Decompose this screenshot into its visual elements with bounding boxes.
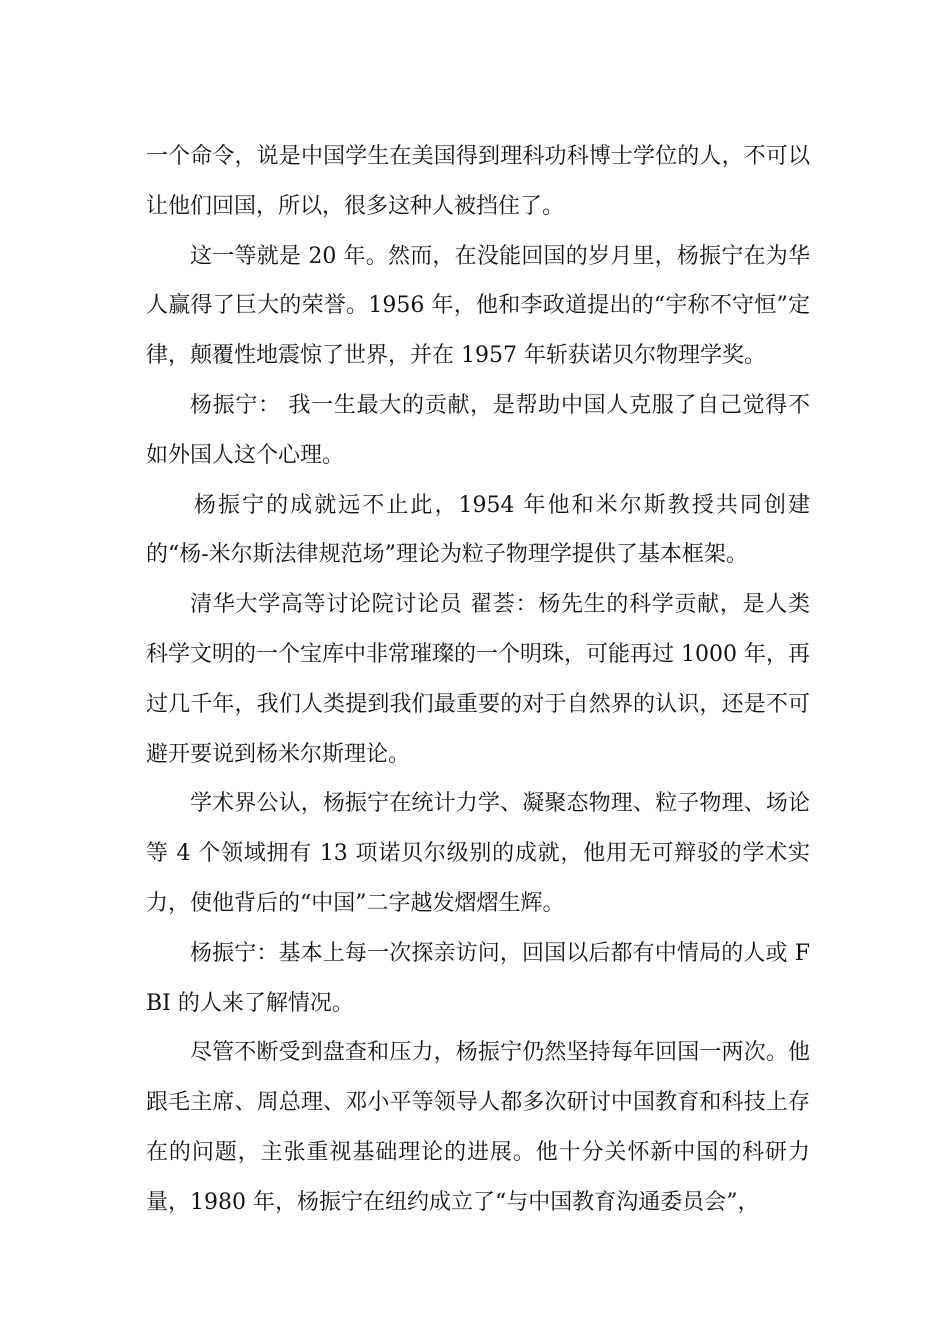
paragraph-3: 杨振宁： 我一生最大的贡献，是帮助中国人克服了自己觉得不如外国人这个心理。 [146, 392, 810, 468]
paragraph-7: 杨振宁：基本上每一次探亲访问，回国以后都有中情局的人或 FBI 的人来了解情况。 [146, 940, 810, 1016]
paragraph-1: 一个命令，说是中国学生在美国得到理科功科博士学位的人，不可以让他们回国，所以，很多这种人被挡住了。 [146, 144, 810, 219]
article-body [146, 132, 810, 1228]
paragraph-6: 学术界公认，杨振宁在统计力学、凝聚态物理、粒子物理、场论等 4 个领域拥有 13 项诺贝尔级别的成就，他用无可辩驳的学术实力，使他背后的“中国”二字越发熠熠生辉。 [146, 791, 810, 916]
paragraph-4: 杨振宁的成就远不止此，1954 年他和米尔斯教授共同创建的“杨-米尔斯法律规范场”理论为粒子物理学提供了基本框架。 [146, 492, 810, 568]
paragraph-8: 尽管不断受到盘查和压力，杨振宁仍然坚持每年回国一两次。他跟毛主席、周总理、邓小平等领导人都多次研讨中国教育和科技上存在的问题，主张重视基础理论的进展。他十分关怀新中国的科研力量，1980 年，杨振宁在纽约成立了“与中国教育沟通委员会”， [146, 1040, 810, 1215]
paragraph-2: 这一等就是 20 年。然而，在没能回国的岁月里，杨振宁在为华人赢得了巨大的荣誉。1956 年，他和李政道提出的“宇称不守恒”定律，颠覆性地震惊了世界，并在 1957 年斩获诺贝尔物理学奖。 [146, 243, 810, 369]
paragraph-5: 清华大学高等讨论院讨论员 翟荟：杨先生的科学贡献，是人类科学文明的一个宝库中非常璀璨的一个明珠，可能再过 1000 年，再过几千年，我们人类提到我们最重要的对于自然界的认识，还是不可避开要说到杨米尔斯理论。 [146, 592, 810, 767]
